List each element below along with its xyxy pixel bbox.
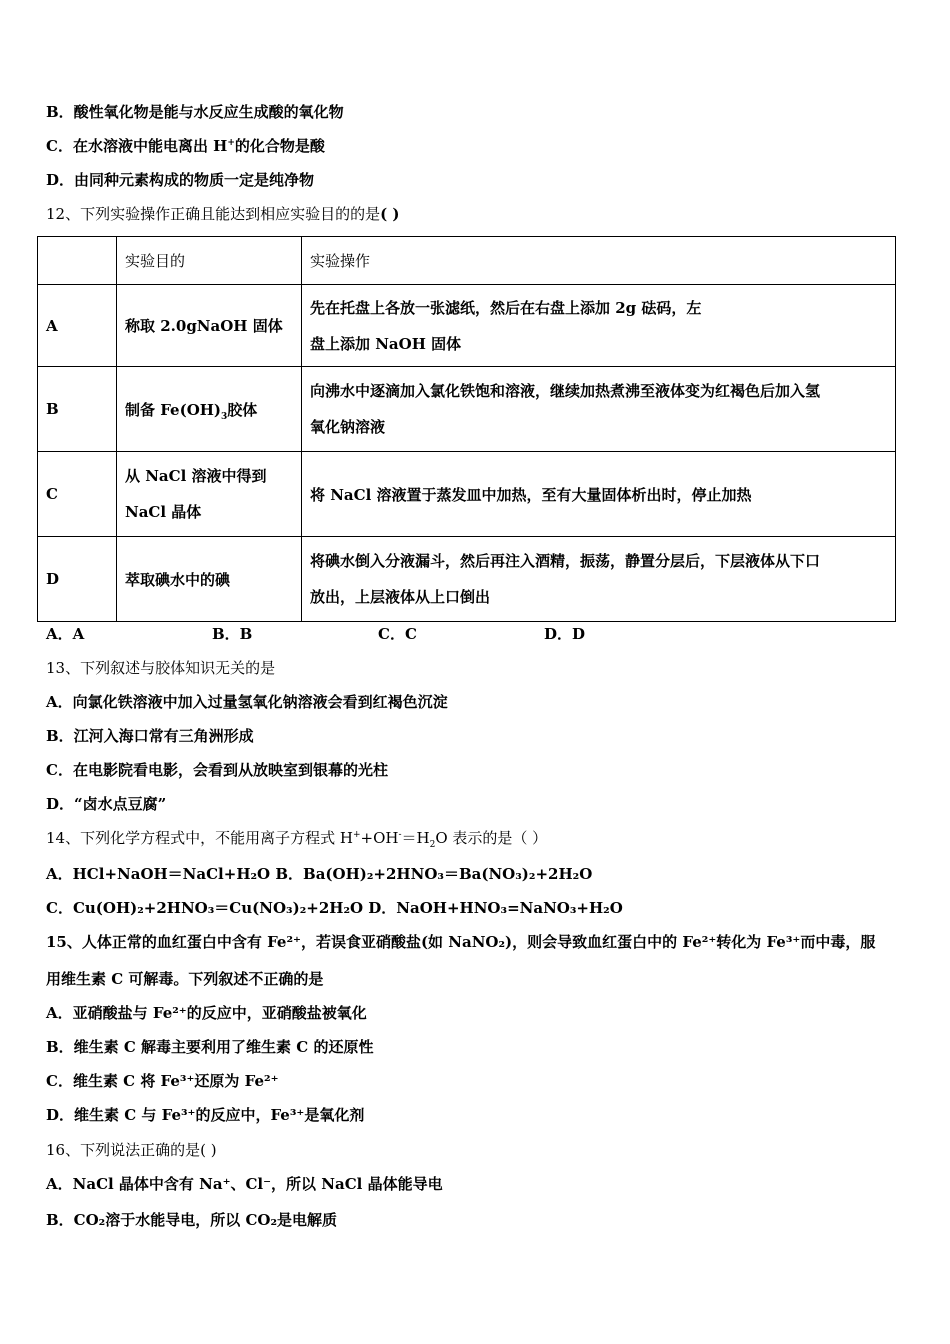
row-operation	[302, 537, 896, 622]
q16-option-a: A．NaCl 晶体中含有 Na⁺、Cl⁻，所以 NaCl 晶体能导电	[46, 1175, 443, 1193]
q12-option-b: B．B	[212, 625, 253, 643]
row-operation	[302, 285, 896, 367]
h-plus-sup: +	[227, 138, 235, 148]
goal-pre: 制备 Fe(OH)	[125, 400, 222, 419]
option-b-line: B．酸性氧化物是能与水反应生成酸的氧化物	[46, 103, 344, 121]
row-label: A	[38, 285, 117, 367]
q12-options	[46, 624, 585, 644]
row-operation	[302, 367, 896, 452]
q15-option-a: A．亚硝酸盐与 Fe²⁺的反应中，亚硝酸盐被氧化	[46, 1004, 367, 1022]
q15-option-b: B．维生素 C 解毒主要利用了维生素 C 的还原性	[46, 1038, 374, 1056]
op-line: 先在托盘上各放一张滤纸，然后在右盘上添加 2g 砝码，左	[310, 298, 702, 317]
goal-line: 从 NaCl 溶液中得到	[125, 467, 267, 485]
q15-option-c: C．维生素 C 将 Fe³⁺还原为 Fe²⁺	[46, 1072, 279, 1090]
q16-stem: 16、下列说法正确的是( )	[46, 1141, 217, 1159]
q13-option-d: D．“卤水点豆腐”	[46, 795, 167, 813]
op-line: 向沸水中逐滴加入氯化铁饱和溶液，继续加热煮沸至液体变为红褐色后加入氢	[310, 382, 821, 400]
q14-sub-2: 2	[429, 840, 436, 850]
q14-options-ab: A．HCl+NaOH＝NaCl+H₂O B．Ba(OH)₂+2HNO₃＝Ba(NO₃)₂+2H₂O	[46, 865, 593, 883]
goal-post: 胶体	[227, 400, 258, 419]
option-c-post: 的化合物是酸	[234, 137, 325, 155]
row-operation: 将 NaCl 溶液置于蒸发皿中加热，至有大量固体析出时，停止加热	[302, 452, 896, 537]
op-line: 氧化钠溶液	[310, 418, 386, 436]
header-cell-operation: 实验操作	[302, 237, 896, 285]
row-label: C	[38, 452, 117, 537]
row-goal: 称取 2.0gNaOH 固体	[117, 285, 302, 367]
row-label: B	[38, 367, 117, 452]
q15-option-d: D．维生素 C 与 Fe³⁺的反应中，Fe³⁺是氧化剂	[46, 1106, 365, 1124]
q14-stem-mid2: ＝H	[401, 829, 430, 847]
q13-option-b: B．江河入海口常有三角洲形成	[46, 727, 254, 745]
header-cell-label	[38, 237, 117, 285]
goal-line: NaCl 晶体	[125, 503, 202, 521]
option-d-line: D．由同种元素构成的物质一定是纯净物	[46, 171, 315, 189]
q14-stem	[46, 828, 547, 848]
q12-option-a: A．A	[46, 625, 85, 643]
q13-option-c: C．在电影院看电影，会看到从放映室到银幕的光柱	[46, 761, 388, 779]
table-row	[38, 367, 896, 452]
q14-stem-pre: 14、下列化学方程式中，不能用离子方程式 H	[46, 829, 353, 847]
row-goal: 萃取碘水中的碘	[117, 537, 302, 622]
op-line: 将碘水倒入分液漏斗，然后再注入酒精，振荡，静置分层后，下层液体从下口	[310, 552, 821, 570]
q15-stem-line2: 用维生素 C 可解毒。下列叙述不正确的是	[46, 970, 324, 988]
q14-sup-minus: -	[398, 830, 402, 840]
q14-options-cd: C．Cu(OH)₂+2HNO₃＝Cu(NO₃)₂+2H₂O D．NaOH+HNO₃=NaNO₃+H₂O	[46, 899, 623, 917]
q14-sup-plus: +	[352, 830, 361, 840]
row-goal	[117, 367, 302, 452]
q16-option-b: B．CO₂溶于水能导电，所以 CO₂是电解质	[46, 1211, 338, 1229]
table-row	[38, 537, 896, 622]
q12-option-d: D．D	[544, 625, 586, 643]
table-row	[38, 285, 896, 367]
experiment-table	[37, 236, 896, 622]
q12-stem-text: 12、下列实验操作正确且能达到相应实验目的的是	[46, 205, 381, 223]
option-c-line	[46, 136, 325, 156]
row-goal	[117, 452, 302, 537]
table-row	[38, 452, 896, 537]
goal-sub: 3	[221, 411, 228, 422]
q14-stem-post: O 表示的是（ ）	[435, 829, 548, 847]
q15-stem-line1: 15、人体正常的血红蛋白中含有 Fe²⁺，若误食亚硝酸盐(如 NaNO₂)，则会导致血红蛋白中的 Fe²⁺转化为 Fe³⁺而中毒，服	[46, 933, 876, 951]
header-cell-goal: 实验目的	[117, 237, 302, 285]
q14-stem-mid1: +OH	[360, 829, 399, 847]
q12-option-c: C．C	[378, 625, 417, 643]
q12-stem	[46, 204, 400, 224]
table-header-row	[38, 237, 896, 285]
row-label: D	[38, 537, 117, 622]
q13-stem: 13、下列叙述与胶体知识无关的是	[46, 659, 276, 677]
op-line: 盘上添加 NaOH 固体	[310, 334, 462, 353]
option-c-pre: C．在水溶液中能电离出 H	[46, 137, 228, 155]
q13-option-a: A．向氯化铁溶液中加入过量氢氧化钠溶液会看到红褐色沉淀	[46, 693, 448, 711]
q12-paren: ( )	[380, 205, 400, 223]
op-line: 放出，上层液体从上口倒出	[310, 588, 491, 606]
